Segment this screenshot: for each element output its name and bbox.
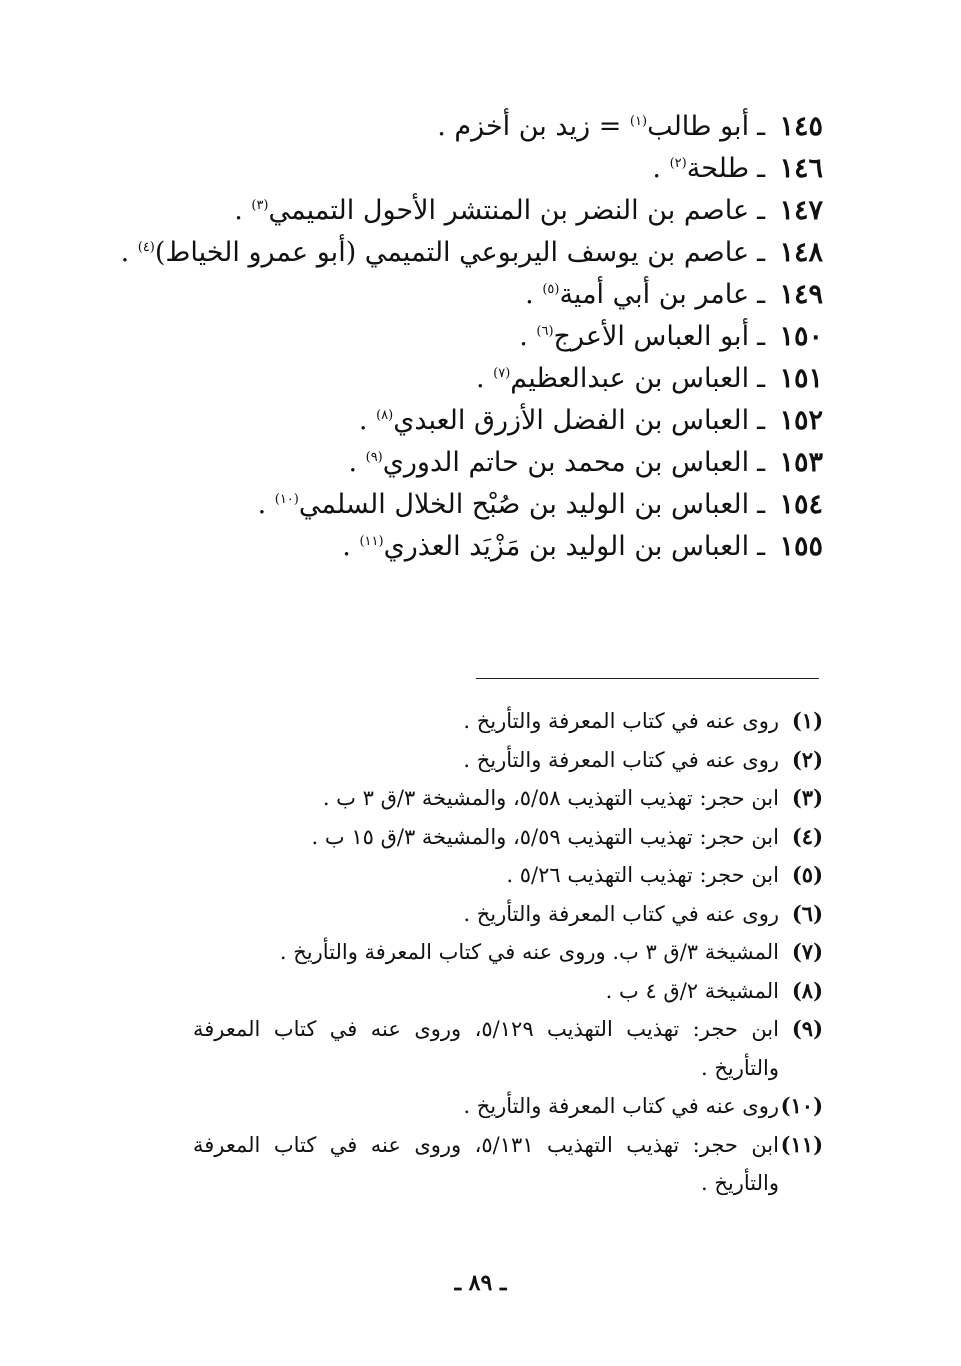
entry-number: ١٥٤	[779, 489, 823, 520]
footnote-text: المشيخة ٢/ق ٤ ب .	[605, 978, 779, 1003]
footnote	[193, 741, 823, 780]
entry-dash: ـ	[757, 279, 765, 310]
entry-name: العباس بن محمد بن حاتم الدوري	[382, 447, 750, 478]
entry-row	[103, 190, 823, 232]
footnote-text: المشيخة ٣/ق ٣ ب. وروى عنه في كتاب المعرفة والتأريخ .	[279, 940, 779, 964]
footnote-text: روى عنه في كتاب المعرفة والتأريخ .	[463, 709, 779, 733]
footnote-number: (١١)	[780, 1131, 823, 1157]
entry-dash: ـ	[757, 237, 765, 268]
entry-tail: .	[348, 447, 366, 478]
entry-number: ١٤٨	[779, 237, 823, 268]
entry-number: ١٤٧	[779, 195, 823, 226]
entry-name: العباس بن الفضل الأزرق العبدي	[393, 405, 750, 436]
entry-name: عامر بن أبي أمية	[559, 279, 750, 310]
entry-row	[103, 358, 823, 400]
entry-tail: .	[358, 405, 377, 436]
entry-dash: ـ	[757, 111, 765, 142]
footnote-marker[interactable]: (١١)	[359, 534, 384, 549]
entry-row	[103, 316, 823, 358]
footnote-number: (٩)	[791, 1016, 823, 1041]
footnote-number: (٥)	[791, 862, 823, 887]
entry-number: ١٤٩	[779, 279, 823, 310]
footnote	[193, 856, 823, 895]
entry-number: ١٤٥	[779, 111, 823, 142]
footnote	[193, 779, 823, 818]
footnote-marker[interactable]: (٨)	[376, 408, 394, 423]
entry-row	[103, 148, 823, 190]
entry-number: ١٥٣	[779, 447, 823, 478]
footnote	[193, 895, 823, 934]
page-number: ـ ٨٩ ـ	[454, 1270, 507, 1296]
footnote-marker[interactable]: (١)	[629, 114, 648, 129]
footnote	[193, 1010, 823, 1087]
entry-row	[103, 106, 823, 148]
entry-dash: ـ	[757, 195, 765, 226]
footnote-text: ابن حجر: تهذيب التهذيب ٥/٥٩، والمشيخة ٣/ق ١٥ ب .	[311, 824, 779, 849]
entry-row	[103, 484, 823, 526]
entry-dash: ـ	[757, 153, 765, 184]
entry-name: طلحة	[686, 153, 750, 184]
entry-dash: ـ	[757, 531, 765, 562]
entry-row	[103, 400, 823, 442]
entry-row	[103, 274, 823, 316]
footnote-text: ابن حجر: تهذيب التهذيب ٥/١٢٩، وروى عنه في كتاب المعرفة والتأريخ .	[193, 1017, 779, 1080]
footnote-text: ابن حجر: تهذيب التهذيب ٥/٥٨، والمشيخة ٣/ق ٣ ب .	[322, 786, 779, 810]
footnote-text: ابن حجر: تهذيب التهذيب ٥/١٣١، وروى عنه في كتاب المعرفة والتأريخ .	[193, 1132, 779, 1195]
footnote-number: (٧)	[791, 939, 823, 964]
entry-row	[103, 232, 823, 274]
entry-name: العباس بن الوليد بن صُبْح الخلال السلمي	[298, 489, 750, 520]
footnote-marker[interactable]: (٤)	[137, 240, 155, 255]
entry-dash: ـ	[757, 405, 765, 436]
entry-number: ١٥١	[779, 363, 823, 394]
entry-number: ١٥٠	[779, 321, 823, 352]
footnote-number: (٤)	[791, 823, 823, 849]
footnote-number: (٦)	[791, 900, 823, 926]
entry-name: أبو طالب	[647, 111, 750, 142]
footnote	[193, 1126, 823, 1203]
footnote-number: (١٠)	[780, 1093, 823, 1118]
entry-tail: .	[652, 153, 670, 184]
entry-dash: ـ	[757, 447, 765, 478]
footnote-text: ابن حجر: تهذيب التهذيب ٥/٢٦ .	[506, 863, 779, 887]
footnote-number: (٣)	[791, 785, 823, 810]
footnote-separator-rule	[476, 678, 819, 679]
footnote-marker[interactable]: (١٠)	[274, 492, 299, 507]
entry-dash: ـ	[757, 363, 765, 394]
entry-name: عاصم بن النضر بن المنتشر الأحول التميمي	[268, 195, 750, 226]
footnote-number: (٨)	[791, 977, 823, 1003]
entries-list	[103, 106, 823, 568]
entry-row	[103, 526, 823, 568]
entry-number: ١٤٦	[779, 153, 823, 184]
footnote-marker[interactable]: (٢)	[669, 156, 687, 171]
footnote	[193, 702, 823, 741]
entry-tail: .	[120, 237, 138, 268]
entry-tail: .	[519, 321, 537, 352]
entry-name: العباس بن عبدالعظيم	[510, 363, 750, 394]
footnote-number: (١)	[791, 708, 823, 733]
entry-name: أبو العباس الأعرج	[553, 321, 750, 352]
entry-dash: ـ	[757, 489, 765, 520]
entry-tail: .	[475, 363, 494, 394]
footnote-marker[interactable]: (٩)	[365, 450, 383, 465]
entry-number: ١٥٥	[779, 531, 823, 562]
footnote	[193, 818, 823, 857]
entry-dash: ـ	[757, 321, 765, 352]
footnote-text: روى عنه في كتاب المعرفة والتأريخ .	[463, 901, 779, 926]
footnote	[193, 972, 823, 1011]
footnote-number: (٢)	[791, 746, 823, 772]
footnotes-list	[193, 702, 823, 1203]
footnote	[193, 933, 823, 972]
entry-tail: .	[257, 489, 275, 520]
footnote	[193, 1087, 823, 1126]
entry-number: ١٥٢	[779, 405, 823, 436]
entry-name: عاصم بن يوسف اليربوعي التميمي (أبو عمرو الخياط)	[154, 237, 750, 268]
footnote-marker[interactable]: (٦)	[536, 324, 554, 339]
entry-tail: .	[525, 279, 543, 310]
footnote-text: روى عنه في كتاب المعرفة والتأريخ .	[463, 747, 779, 772]
entry-row	[103, 442, 823, 484]
entry-tail: .	[234, 195, 252, 226]
footnote-text: روى عنه في كتاب المعرفة والتأريخ .	[463, 1094, 779, 1118]
entry-name: العباس بن الوليد بن مَزْيَد العذري	[383, 531, 750, 562]
entry-tail: = زيد بن أخزم .	[437, 111, 630, 142]
entry-tail: .	[342, 531, 360, 562]
footnote-marker[interactable]: (٥)	[542, 282, 560, 297]
footnote-marker[interactable]: (٧)	[493, 366, 511, 381]
footnote-marker[interactable]: (٣)	[251, 198, 269, 213]
